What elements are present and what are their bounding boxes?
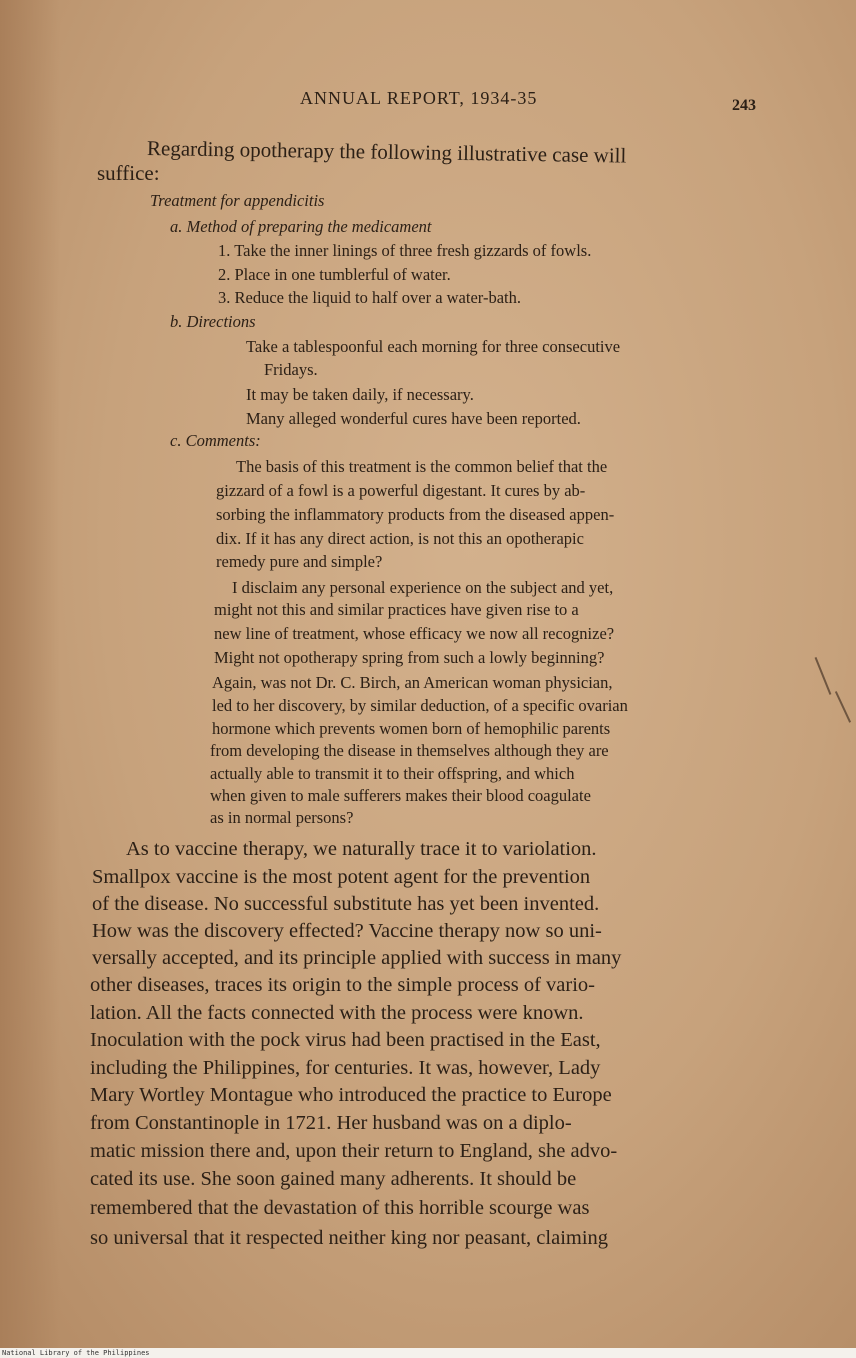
intro-line: suffice:	[97, 161, 160, 185]
paragraph-line: Inoculation with the pock virus had been practised in the East,	[90, 1029, 601, 1051]
running-title: ANNUAL REPORT, 1934-35	[300, 88, 538, 108]
directions-line: Take a tablespoonful each morning for three consecutive	[246, 337, 621, 356]
paragraph-line: of the disease. No successful substitute has yet been invented.	[92, 893, 600, 915]
paragraph-line: Mary Wortley Montague who introduced the practice to Europe	[90, 1084, 612, 1106]
treatment-title: Treatment for appendicitis	[150, 191, 325, 210]
paragraph-line: matic mission there and, upon their return to England, she advo-	[90, 1140, 618, 1162]
paragraph-line: remembered that the devastation of this horrible scourge was	[90, 1197, 590, 1219]
comment-line: Again, was not Dr. C. Birch, an American woman physician,	[212, 673, 613, 692]
comment-line: new line of treatment, whose efficacy we now all recognize?	[214, 624, 615, 643]
intro-line: Regarding opotherapy the following illustrative case will	[146, 136, 627, 168]
comment-line: sorbing the inflammatory products from the diseased appen-	[216, 505, 615, 524]
footer-credit: National Library of the Philippines	[2, 1349, 150, 1357]
comment-line: dix. If it has any direct action, is not this an opotherapic	[216, 529, 584, 548]
paragraph-line: versally accepted, and its principle applied with success in many	[92, 947, 622, 969]
comment-line: gizzard of a fowl is a powerful digestant. It cures by ab-	[216, 481, 586, 500]
paragraph-line: from Constantinople in 1721. Her husband was on a diplo-	[90, 1112, 572, 1134]
step-item: 1. Take the inner linings of three fresh gizzards of fowls.	[218, 241, 592, 260]
comment-line: actually able to transmit it to their offspring, and which	[210, 764, 575, 783]
comment-line: led to her discovery, by similar deduction, of a specific ovarian	[212, 696, 628, 715]
paragraph-line: so universal that it respected neither king nor peasant, claiming	[90, 1227, 609, 1249]
page-number: 243	[732, 97, 756, 114]
comment-line: The basis of this treatment is the common belief that the	[236, 457, 608, 476]
comment-line: from developing the disease in themselves although they are	[210, 741, 609, 760]
paragraph-line: As to vaccine therapy, we naturally trace it to variolation.	[126, 838, 597, 860]
comment-line: might not this and similar practices have given rise to a	[214, 600, 579, 619]
paragraph-line: lation. All the facts connected with the process were known.	[90, 1002, 584, 1024]
section-c-label: c. Comments:	[170, 431, 261, 450]
paragraph-line: How was the discovery effected? Vaccine therapy now so uni-	[92, 920, 602, 942]
directions-line: Fridays.	[264, 360, 318, 379]
section-a-label: a. Method of preparing the medicament	[170, 217, 432, 236]
comment-line: I disclaim any personal experience on the subject and yet,	[232, 578, 614, 597]
comment-line: when given to male sufferers makes their blood coagulate	[210, 786, 591, 805]
paragraph-line: Smallpox vaccine is the most potent agent for the prevention	[92, 866, 591, 888]
directions-line: Many alleged wonderful cures have been reported.	[246, 409, 581, 428]
page-shadow	[0, 0, 60, 1348]
paragraph-line: including the Philippines, for centuries. It was, however, Lady	[90, 1057, 601, 1079]
directions-line: It may be taken daily, if necessary.	[246, 385, 474, 404]
comment-line: Might not opotherapy spring from such a lowly beginning?	[214, 648, 605, 667]
paragraph-line: cated its use. She soon gained many adherents. It should be	[90, 1168, 577, 1190]
comment-line: as in normal persons?	[210, 808, 354, 827]
comment-line: remedy pure and simple?	[216, 552, 383, 571]
step-item: 3. Reduce the liquid to half over a water-bath.	[218, 288, 521, 307]
section-b-label: b. Directions	[170, 312, 256, 331]
paragraph-line: other diseases, traces its origin to the simple process of vario-	[90, 974, 595, 996]
step-item: 2. Place in one tumblerful of water.	[218, 265, 451, 284]
comment-line: hormone which prevents women born of hemophilic parents	[212, 719, 611, 738]
